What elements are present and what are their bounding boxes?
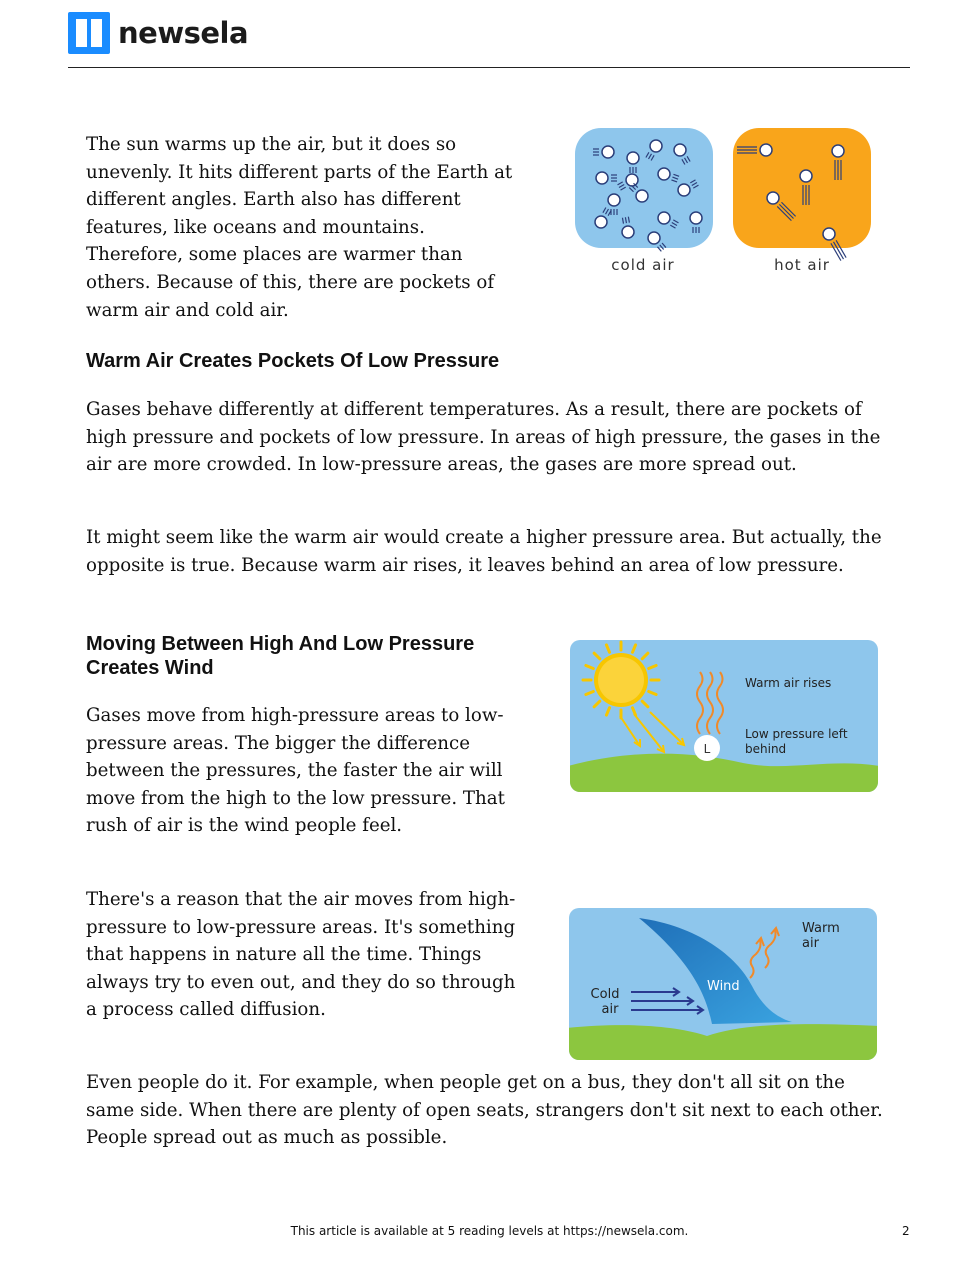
- low-pressure-marker-label: L: [703, 742, 711, 756]
- logo-text: newsela: [118, 16, 249, 50]
- wind-label: Wind: [707, 979, 740, 994]
- footer-text: This article is available at 5 reading levels at https://newsela.com.: [290, 1224, 689, 1238]
- cold-air-label-line1: Cold: [590, 987, 620, 1002]
- hot-air-label: hot air: [774, 256, 830, 274]
- low-pressure-figure: [568, 638, 880, 794]
- header-divider: [68, 67, 910, 68]
- newsela-logo-icon: [68, 12, 110, 54]
- heading-low-pressure: Warm Air Creates Pockets Of Low Pressure: [86, 350, 500, 372]
- cold-air-label: cold air: [611, 256, 675, 274]
- newsela-logo[interactable]: [68, 12, 248, 54]
- paragraph-5: There's a reason that the air moves from high-pressure to low-pressure areas. It's something that happens in nature all the time. Things always try to even out, and they do so through a process called diffusion.: [86, 889, 516, 1021]
- cold-air-box: [575, 128, 713, 248]
- cold-air-label-line2: air: [601, 1002, 619, 1017]
- paragraph-4: Gases move from high-pressure areas to low-pressure areas. The bigger the difference between the pressures, the faster the air will move from the high to the low pressure. That rush of air is the wind people feel.: [86, 705, 505, 837]
- low-pressure-label-line2: behind: [745, 742, 787, 756]
- sun-icon: [583, 642, 659, 718]
- warm-air-rises-label: Warm air rises: [745, 676, 832, 690]
- hot-air-box: [733, 128, 871, 248]
- paragraph-3: It might seem like the warm air would create a higher pressure area. But actually, the opposite is true. Because warm air rises, it leaves behind an area of low pressure.: [86, 527, 882, 576]
- heading-wind: Moving Between High And Low Pressure Creates Wind: [86, 633, 475, 679]
- wind-figure: [567, 906, 879, 1062]
- paragraph-6-text: Even people do it. For example, when people get on a bus, they don't all sit on the same side. When there are plenty of open seats, strangers don't sit next to each other. People spread out as much as possible.: [86, 1072, 883, 1149]
- paragraph-6: [86, 1069, 898, 1152]
- paragraph-2: Gases behave differently at different temperatures. As a result, there are pockets of high pressure and pockets of low pressure. In areas of high pressure, the gases in the air are more crowded. In low-pressure areas, the gases are more spread out.: [86, 399, 881, 476]
- air-particles-figure: [568, 124, 878, 280]
- low-pressure-label-line1: Low pressure left: [745, 727, 848, 741]
- warm-air-label-line2: air: [802, 936, 819, 951]
- warm-air-label-line1: Warm: [802, 921, 840, 936]
- paragraph-1: The sun warms up the air, but it does so unevenly. It hits different parts of the Earth at different angles. Earth also has different features, like oceans and mountains. Therefore, some places are warmer than others. Because of this, there are pockets of warm air and cold air.: [86, 134, 513, 321]
- page-number: 2: [902, 1224, 910, 1238]
